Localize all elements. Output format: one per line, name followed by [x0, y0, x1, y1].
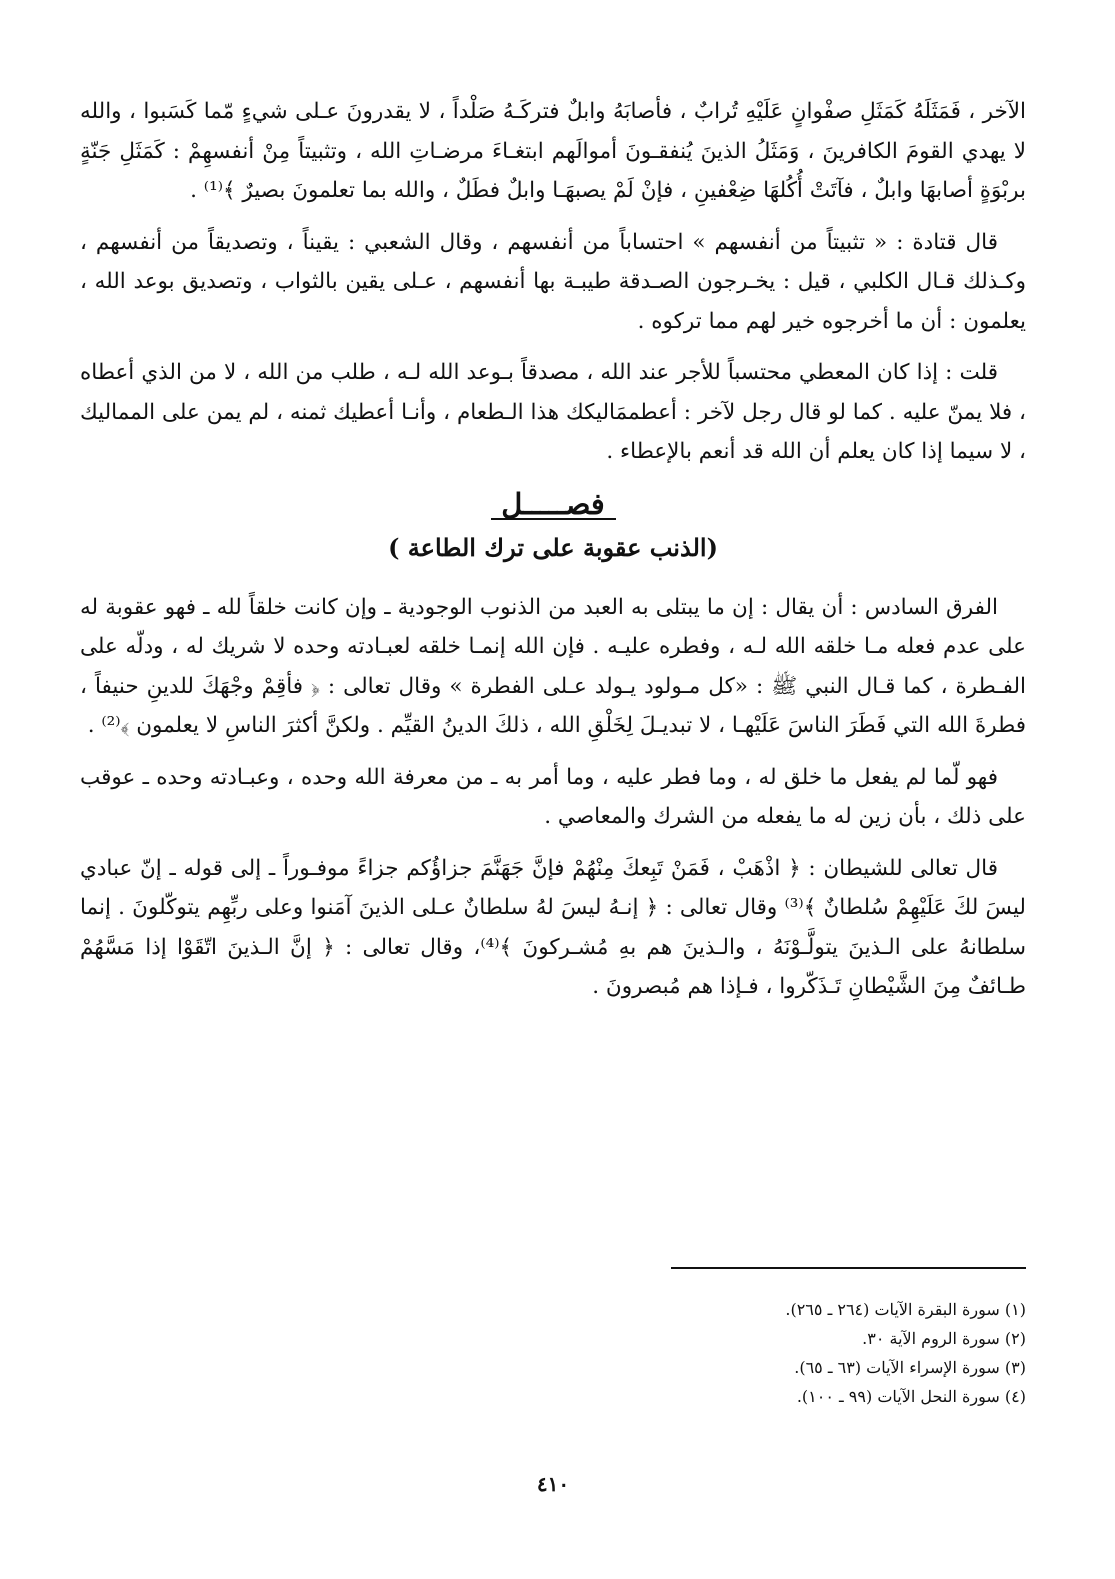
page-content [80, 92, 1026, 1552]
paragraph-verse-continuation: الآخر ، فَمَثَلَهُ كَمَثَلِ صفْوانٍ عَلَيْهِ تُرابٌ ، فأصابَهُ وابلٌ فتركَـهُ صَلْداً ، لا يقدرونَ عـلى شيءٍ مّما كَسَبوا ، والله لا يهدي القومَ الكافرينَ ، وَمَثَلُ الذينَ يُنفقـونَ أموالَهم ابتغـاءَ مرضـاتِ الله ، وتثبيتاً مِنْ أنفسهِمْ : كَمَثَلِ جَنّةٍ بربْوَةٍ أصابهَا وابلٌ ، فآتَتْ أُكُلهَا ضِعْفينِ ، فإنْ لَمْ يصبهَـا وابلٌ فطَلٌ ، والله بما تعلمونَ بصيرٌ ﴾⁽¹⁾ . [80, 99, 1026, 203]
footnote-3: (٣) سورة الإسراء الآيات (٦٣ ـ ٦٥). [794, 1358, 1026, 1377]
footnote-4: (٤) سورة النحل الآيات (٩٩ ـ ١٠٠). [796, 1387, 1026, 1406]
footnote-separator [671, 1267, 1026, 1269]
footnotes [526, 1295, 1026, 1411]
paragraph-qatada-commentary: قال قتادة : « تثبيتاً من أنفسهم » احتساباً من أنفسهم ، وقال الشعبي : يقيناً ، وتصديقاً من أنفسهم ، وكـذلك قـال الكلبي ، قيل : يخـرجون الصـدقة طيبـة بها أنفسهم ، عـلى يقين بالثواب ، وتصديق بوعد الله ، يعلمون : أن ما أخرجوه خير لهم مما تركوه . [80, 229, 1026, 334]
paragraph-author-remark: قلت : إذا كان المعطي محتسباً للأجر عند الله ، مصدقاً بـوعد الله لـه ، طلب من الله ، لا من الذي أعطاه ، فلا يمنّ عليه . كما لو قال رجل لآخر : أعطممَاليكك هذا الـطعام ، وأنـا أعطيك ثمنه ، لم يمن على المماليك ، لا سيما إذا كان يعلم أن الله قد أنعم بالإعطاء . [80, 360, 1026, 464]
footnote-1: (١) سورة البقرة الآيات (٢٦٤ ـ ٢٦٥). [785, 1300, 1026, 1319]
footnote-2: (٢) سورة الروم الآية ٣٠. [862, 1329, 1026, 1348]
page-number: ٤١٠ [536, 1472, 570, 1496]
section-title: فصـــــل [501, 486, 605, 521]
section-subtitle: (الذنب عقوبة على ترك الطاعة ) [388, 532, 718, 562]
paragraph-punishment: فهو لّما لم يفعل ما خلق له ، وما فطر عليه ، وما أمر به ـ من معرفة الله وحده ، وعبـادته وحده ـ عوقب على ذلك ، بأن زين له ما يفعله من الشرك والمعاصي . [80, 764, 1026, 829]
paragraph-sixth-difference: الفرق السادس : أن يقال : إن ما يبتلى به العبد من الذنوب الوجودية ـ وإن كانت خلقاً لله ـ فهو عقوبة له على عدم فعله مـا خلقه الله لـه ، وفطره عليـه . فإن الله إنمـا خلقه لعبـادته وحده لا شريك له ، ودلّه على الفـطرة ، كما قـال النبي ﷺ : «كل مـولود يـولد عـلى الفطرة » وقال تعالى : ﴿ فأقِمْ وجْهَكَ للدينِ حنيفاً ، فطرةَ الله التي فَطَرَ الناسَ عَلَيْهـا ، لا تبديـلَ لِخَلْقِ الله ، ذلكَ الدينُ القيِّم . ولكنَّ أكثرَ الناسِ لا يعلمون ﴾⁽²⁾ . [80, 594, 1026, 738]
paragraph-satan-verses: قال تعالى للشيطان : ﴿ اذْهَبْ ، فَمَنْ تَبِعكَ مِنْهُمْ فإنَّ جَهَنَّمَ جزاؤُكم جزاءً موفـوراً ـ إلى قوله ـ إنّ عبادي ليسَ لكَ عَلَيْهِمْ سُلطانٌ ﴾⁽³⁾ وقال تعالى : ﴿ إنـهُ ليسَ لهُ سلطانٌ عـلى الذينَ آمَنوا وعلى ربِّهِم يتوكّلونَ . إنما سلطانهُ على الـذينَ يتولَّـوْنَهُ ، والـذينَ هم بهِ مُشـركونَ ﴾⁽⁴⁾، وقال تعالى : ﴿ إنَّ الـذينَ اتّقَوْا إذا مَسَّهُمْ طـائفٌ مِنَ الشَّيْطانِ تَـذَكّروا ، فـإذا هم مُبصرونَ . [80, 855, 1026, 999]
